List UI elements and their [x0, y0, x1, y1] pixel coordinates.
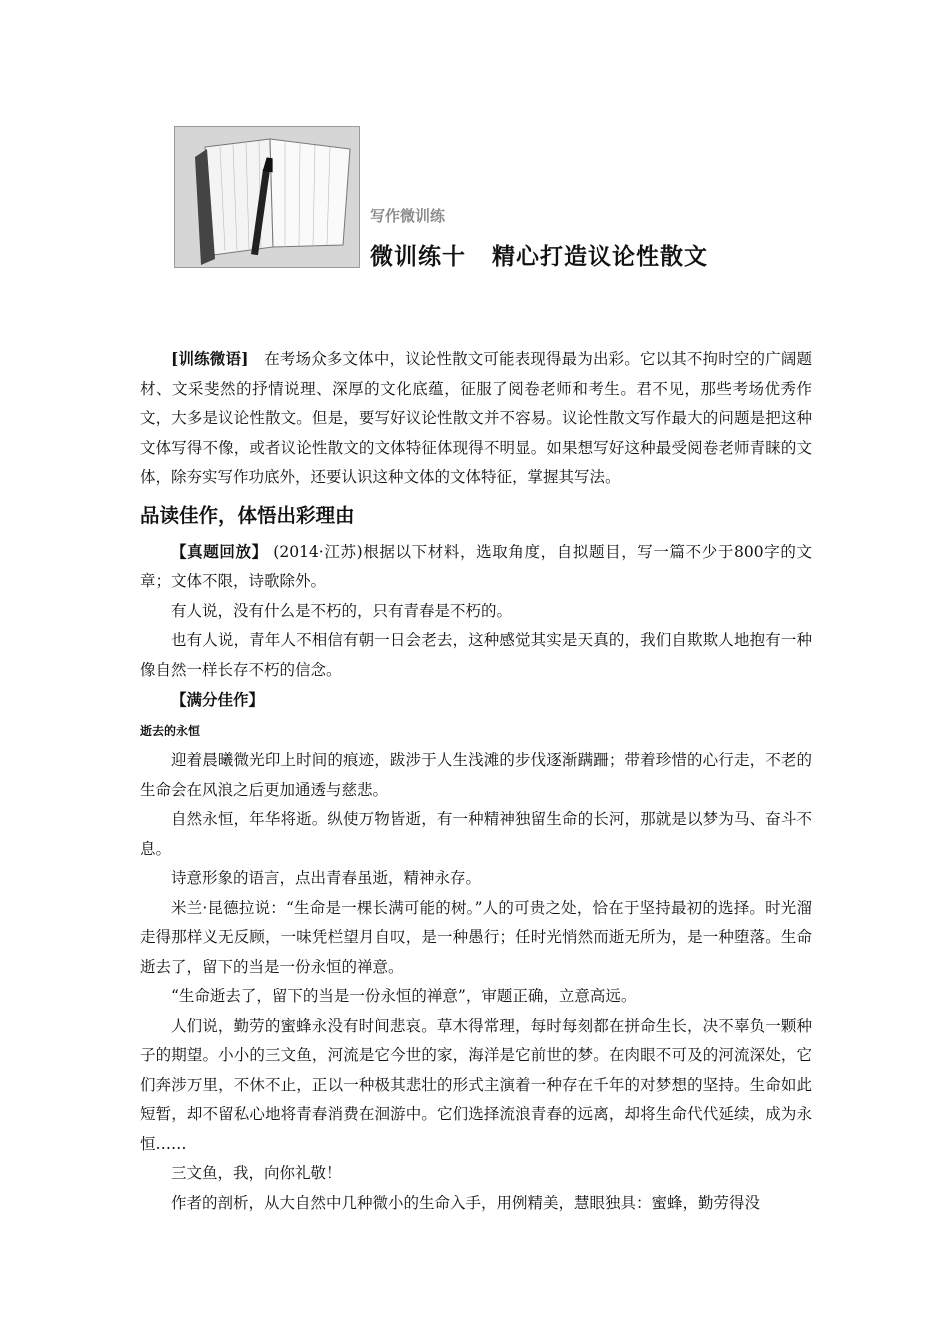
material-line-2: 也有人说，青年人不相信有朝一日会老去，这种感觉其实是天真的，我们自欺欺人地抱有一种像自然一样长存不朽的信念。 — [140, 631, 812, 679]
prompt-text: (2014·江苏)根据以下材料，选取角度，自拟题目，写一篇不少于800字的文章；文体不限，诗歌除外。 — [140, 542, 812, 590]
intro-label: [训练微语] — [171, 349, 249, 368]
material-line-1: 有人说，没有什么是不朽的，只有青春是不朽的。 — [171, 601, 513, 620]
title-number: 微训练十 — [370, 244, 466, 270]
intro-text: 在考场众多文体中，议论性散文可能表现得最为出彩。它以其不拘时空的广阔题材、文采斐然的抒情说理、深厚的文化底蕴，征服了阅卷老师和考生。君不见，那些考场优秀作文，大多是议论性散文。但是，要写好议论性散文并不容易。议论性散文写作最大的问题是把这种文体写得不像，或者议论性散文的文体特征体现得不明显。如果想写好这种最受阅卷老师青睐的文体，除夯实写作功底外，还要认识这种文体的文体特征，掌握其写法。 — [140, 350, 812, 486]
essay-paragraph: 人们说，勤劳的蜜蜂永没有时间悲哀。草木得常理，每时每刻都在拼命生长，决不辜负一颗种子的期望。小小的三文鱼，河流是它今世的家，海洋是它前世的梦。在肉眼不可及的河流深处，它们奔涉万里，不休不止，正以一种极其悲壮的形式主演着一种存在千年的对梦想的坚持。生命如此短暂，却不留私心地将青春消费在洄游中。它们选择流浪青春的远离，却将生命代代延续，成为永恒…… — [140, 1016, 812, 1153]
prompt-paragraph — [140, 537, 812, 597]
page-title — [370, 238, 708, 271]
essay-paragraph: 迎着晨曦微光印上时间的痕迹，跋涉于人生浅滩的步伐逐渐蹒跚；带着珍惜的心行走，不老的生命会在风浪之后更加通透与慈悲。 — [140, 751, 812, 799]
title-topic: 精心打造议论性散文 — [492, 244, 708, 270]
essay-label: 【满分佳作】 — [171, 690, 265, 709]
essay-paragraph: 米兰·昆德拉说：“生命是一棵长满可能的树。”人的可贵之处，恰在于坚持最初的选择。时光溜走得那样义无反顾，一味凭栏望月自叹，是一种愚行；任时光悄然而逝无所为，是一种堕落。生命逝去了，留下的当是一份永恒的禅意。 — [140, 898, 812, 976]
series-label: 写作微训练 — [370, 207, 446, 225]
book-brush-illustration — [175, 127, 359, 267]
intro-paragraph — [140, 344, 812, 493]
essay-paragraph: 自然永恒，年华将逝。纵使万物皆逝，有一种精神独留生命的长河，那就是以梦为马、奋斗不息。 — [140, 810, 812, 858]
comment-paragraph: “生命逝去了，留下的当是一份永恒的禅意”，审题正确，立意高远。 — [171, 987, 637, 1005]
section-heading: 品读佳作，体悟出彩理由 — [140, 503, 355, 527]
header-book-brush-image — [174, 126, 360, 268]
comment-paragraph: 诗意形象的语言，点出青春虽逝，精神永存。 — [171, 869, 482, 887]
essay-paragraph: 三文鱼，我，向你礼敬！ — [171, 1164, 342, 1182]
prompt-label: 【真题回放】 — [171, 541, 268, 561]
comment-paragraph: 作者的剖析，从大自然中几种微小的生命入手，用例精美，慧眼独具：蜜蜂，勤劳得没 — [171, 1193, 761, 1212]
essay-title: 逝去的永恒 — [140, 723, 201, 738]
document-body — [140, 344, 812, 1218]
